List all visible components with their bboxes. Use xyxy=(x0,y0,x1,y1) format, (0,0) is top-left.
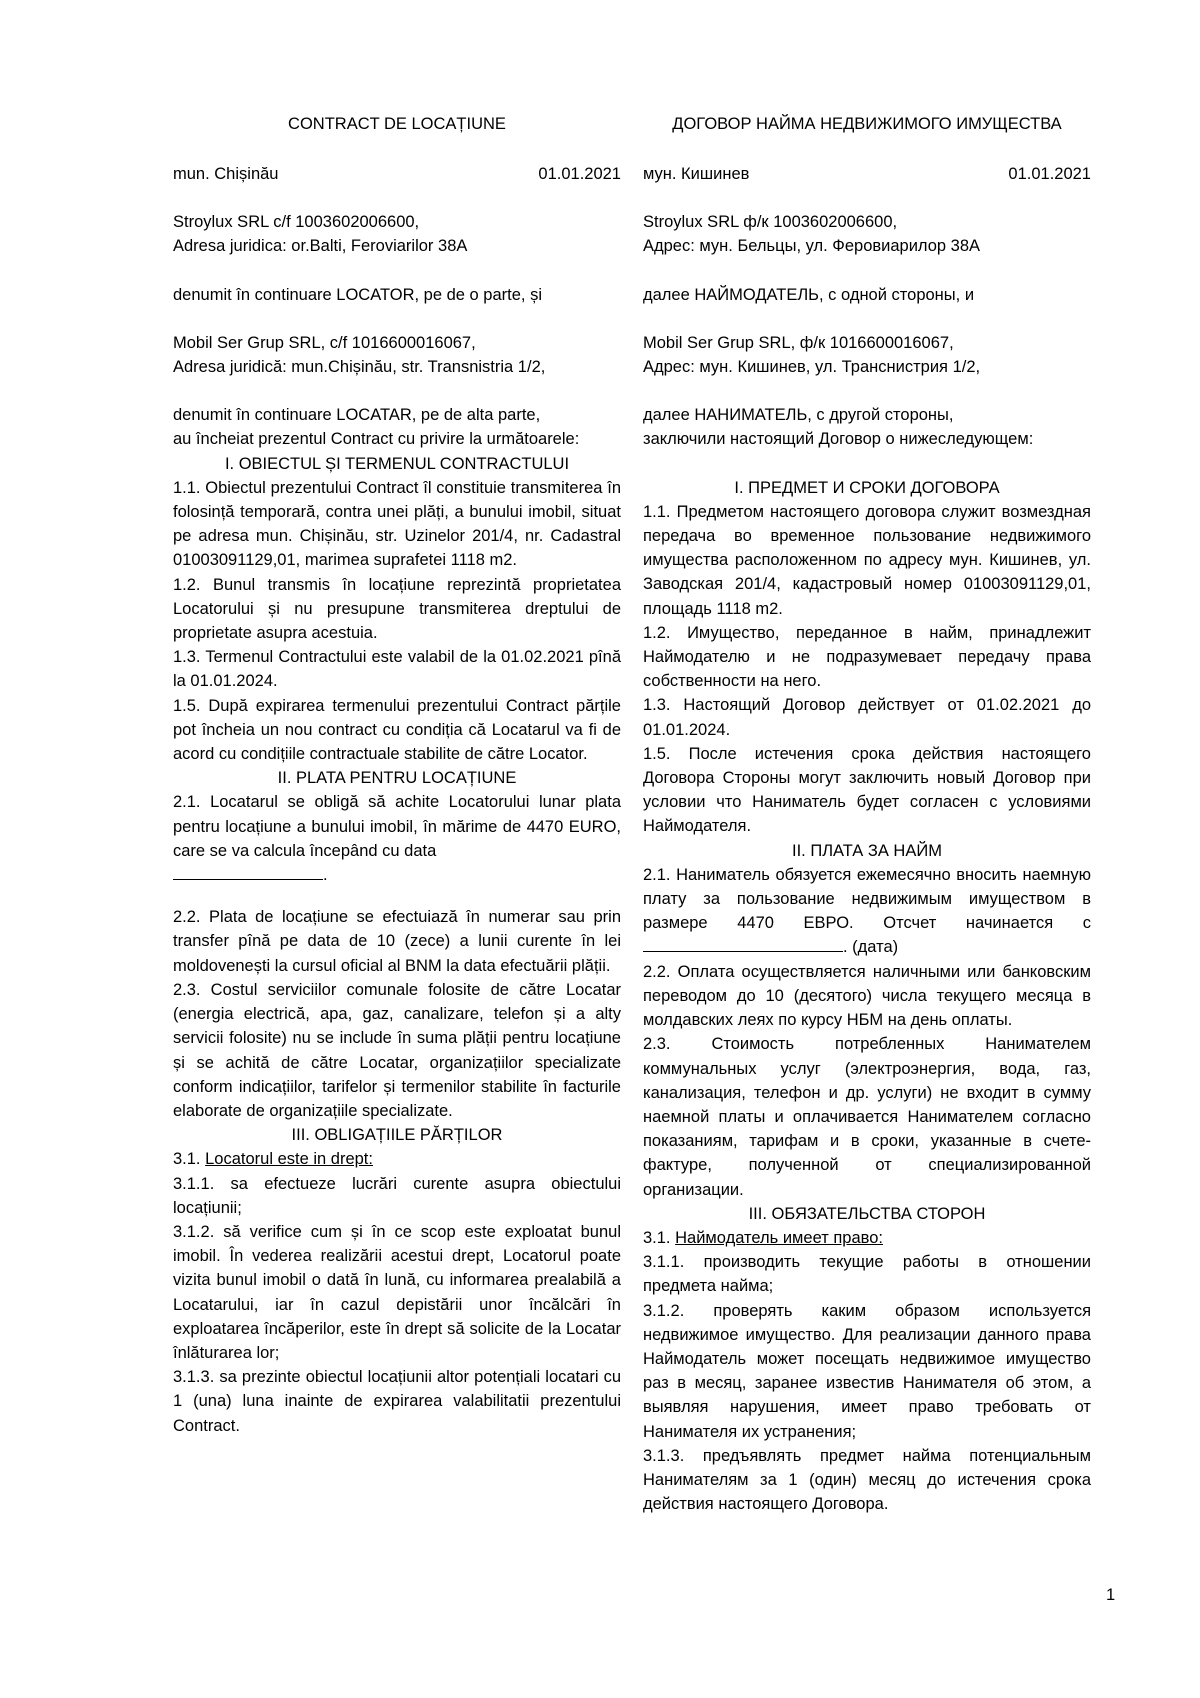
party2-address-ro: Adresa juridică: mun.Chișinău, str. Transnistria 1/2, xyxy=(173,358,546,377)
clause-3-1-1-ro: 3.1.1. sa efectueze lucrări curente asupra obiectului locațiunii; xyxy=(173,1174,621,1217)
party2-address-ru: Адрес: мун. Кишинев, ул. Транснистрия 1/2, xyxy=(643,358,981,377)
clause-1-3-ro: 1.3. Termenul Contractului este valabil de la 01.02.2021 pînă la 01.01.2024. xyxy=(173,648,621,691)
clause-3-1-ru xyxy=(643,1226,1091,1250)
city-ro: mun. Chișinău xyxy=(173,165,279,183)
clause-3-1-num-ro: 3.1. xyxy=(173,1150,201,1169)
clause-3-1-2-ru: 3.1.2. проверять каким образом используется недвижимое имущество. Для реализации данного права Наймодатель может посещать недвижимое имущество раз в месяц, заранее известив Нанимателя об этом, а выявляя нарушения, имеет право требовать от Нанимателя их устранения; xyxy=(643,1301,1091,1441)
party2-role-ru: далее НАНИМАТЕЛЬ, с другой стороны, xyxy=(643,406,954,425)
date-blank-ru xyxy=(643,937,843,952)
date-ro: 01.01.2021 xyxy=(538,165,621,183)
date-blank-ro xyxy=(173,865,323,880)
clause-2-2-ro: 2.2. Plata de locațiune se efectuiază în numerar sau prin transfer pînă pe data de 10 (zece) a lunii curente în lei moldovenești la cursul oficial al BNM la data efectuării plății. xyxy=(173,908,621,975)
section-3-title-ru: III. ОБЯЗАТЕЛЬСТВА СТОРОН xyxy=(748,1204,986,1223)
clause-1-2-ru: 1.2. Имущество, переданное в найм, принадлежит Наймодателю и не подразумевает передачу права собственности на него. xyxy=(643,623,1091,691)
section-2-title-ro: II. PLATA PENTRU LOCAȚIUNE xyxy=(277,769,517,788)
section-3-title-ro: III. OBLIGAȚIILE PĂRȚILOR xyxy=(291,1126,503,1145)
party2-role-ro: denumit în continuare LOCATAR, pe de alta parte, xyxy=(173,406,541,425)
party1-name-ro: Stroylux SRL c/f 1003602006600, xyxy=(173,213,420,232)
clause-1-3-ru: 1.3. Настоящий Договор действует от 01.02.2021 до 01.01.2024. xyxy=(643,696,1091,739)
clause-2-1-text-ru: 2.1. Наниматель обязуется ежемесячно вносить наемную плату за пользование недвижимым имуществом в размере 4470 ЕВРО. Отсчет начинается с xyxy=(643,865,1091,933)
clause-3-1-3-ro: 3.1.3. sa prezinte obiectul locațiunii altor potențiali locatari cu 1 (una) luna inainte de expirarea valabilitatii prezentului Contract. xyxy=(173,1368,621,1435)
contract-title-ro: CONTRACT DE LOCAȚIUNE xyxy=(288,115,506,133)
page-number: 1 xyxy=(1106,1586,1116,1604)
clause-3-1-1-ru: 3.1.1. производить текущие работы в отношении предмета найма; xyxy=(643,1253,1091,1296)
party1-role-ro: denumit în continuare LOCATOR, pe de o parte, și xyxy=(173,285,543,304)
clause-3-1-ro xyxy=(173,1147,621,1171)
romanian-column xyxy=(173,112,621,1438)
intro-ro: au încheiat prezentul Contract cu privire la următoarele: xyxy=(173,430,580,449)
party1-address-ro: Adresa juridica: or.Balti, Feroviarilor 38A xyxy=(173,237,468,256)
clause-1-5-ro: 1.5. După expirarea termenului prezentului Contract părțile pot încheia un nou contract cu condiția că Locatarul va fi de acord cu condițiile contractuale stabilite de către Locator. xyxy=(173,696,621,764)
clause-3-1-text-ru: Наймодатель имеет право: xyxy=(675,1228,883,1247)
place-date-row-ru xyxy=(643,162,1091,186)
clause-1-1-ru: 1.1. Предметом настоящего договора служит возмездная передача во временное пользование недвижимого имущества расположенном по адресу мун. Кишинев, ул. Заводская 201/4, кадастровый номер 01003091129,01, площадь 1118 m2. xyxy=(643,502,1091,618)
clause-3-1-2-ro: 3.1.2. să verifice cum și în ce scop este exploatat bunul imobil. În vederea realizării acestui drept, Locatorul poate vizita bunul imobil o dată în lună, cu informarea prealabilă a Locatarului, iar în cazul depistării unor încălcări în exploatarea încăperilor, este în drept să solicite de la Locatar înlăturarea lor; xyxy=(173,1222,621,1362)
clause-2-1-end-ru: . (дата) xyxy=(843,938,899,957)
section-1-title-ru: I. ПРЕДМЕТ И СРОКИ ДОГОВОРА xyxy=(734,478,1000,497)
section-1-title-ro: I. OBIECTUL ȘI TERMENUL CONTRACTULUI xyxy=(224,454,570,473)
party1-role-ru: далее НАЙМОДАТЕЛЬ, с одной стороны, и xyxy=(643,285,975,304)
clause-3-1-num-ru: 3.1. xyxy=(643,1228,671,1247)
clause-1-1-ro: 1.1. Obiectul prezentului Contract îl constituie transmiterea în folosință temporară, contra unei plăți, a bunului imobil, situat pe adresa mun. Chișinău, str. Uzinelor 201/4, nr. Cadastral 01003091129,01, marimea suprafetei 1118 m2. xyxy=(173,478,621,570)
section-2-title-ru: II. ПЛАТА ЗА НАЙМ xyxy=(792,841,942,860)
party2-name-ru: Mobil Ser Grup SRL, ф/к 1016600016067, xyxy=(643,333,954,352)
party1-address-ru: Адрес: мун. Бельцы, ул. Феровиарилор 38А xyxy=(643,237,981,256)
clause-1-2-ro: 1.2. Bunul transmis în locațiune reprezintă proprietatea Locatorului și nu presupune transmiterea dreptului de proprietate asupra acestuia. xyxy=(173,575,621,643)
intro-ru: заключили настоящий Договор о нижеследующем: xyxy=(643,430,1034,449)
clause-2-3-ru: 2.3. Стоимость потребленных Нанимателем коммунальных услуг (электроэнергия, вода, газ, канализация, телефон и др. услуги) не входит в сумму наемной платы и оплачивается Нанимателем согласно показаниям, тарифам и в сроки, указанные в счете-фактуре, полученной от специализированной организации. xyxy=(643,1035,1091,1199)
russian-column xyxy=(643,112,1091,1516)
clause-2-1-text-ro: 2.1. Locatarul se obligă să achite Locatorului lunar plata pentru locațiune a bunului imobil, în mărime de 4470 EURO, care se va calcula începând cu data xyxy=(173,793,621,860)
date-ru: 01.01.2021 xyxy=(1008,165,1091,183)
place-date-row-ro xyxy=(173,162,621,186)
clause-2-3-ro: 2.3. Costul serviciilor comunale folosite de către Locatar (energia electrică, apa, gaz, canalizare, telefon și a alty servicii folosite) nu se include în suma plății pentru locațiune și se achită de către Locatar, organizațiilor specializate conform indicațiilor, tarifelor și termenilor stabilite în facturile elaborate de organizațiile specializate. xyxy=(173,980,621,1120)
city-ru: мун. Кишинев xyxy=(643,165,750,183)
party2-name-ro: Mobil Ser Grup SRL, c/f 1016600016067, xyxy=(173,333,476,352)
clause-3-1-3-ru: 3.1.3. предъявлять предмет найма потенциальным Нанимателям за 1 (один) месяц до истечения срока действия настоящего Договора. xyxy=(643,1446,1091,1514)
clause-2-1-ru xyxy=(643,863,1091,960)
clause-3-1-text-ro: Locatorul este in drept: xyxy=(205,1150,373,1169)
contract-title-ru: ДОГОВОР НАЙМА НЕДВИЖИМОГО ИМУЩЕСТВА xyxy=(672,115,1062,133)
party1-name-ru: Stroylux SRL ф/к 1003602006600, xyxy=(643,213,898,232)
clause-2-1-ro xyxy=(173,790,621,887)
clause-2-1-end-ro: . xyxy=(323,866,328,885)
clause-1-5-ru: 1.5. После истечения срока действия настоящего Договора Стороны могут заключить новый Договор при условии что Наниматель будет согласен с условиями Наймодателя. xyxy=(643,744,1091,836)
clause-2-2-ru: 2.2. Оплата осуществляется наличными или банковским переводом до 10 (десятого) числа текущего месяца в молдавских леях по курсу НБМ на день оплаты. xyxy=(643,962,1091,1030)
